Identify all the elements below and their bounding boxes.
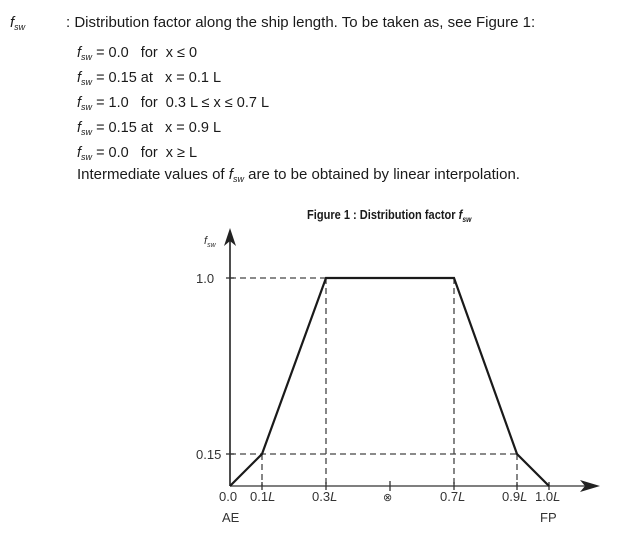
- figure-title-sub: sw: [462, 215, 472, 224]
- eq-f: f: [77, 45, 82, 61]
- interp-after: are to be obtained by linear interpolation.: [243, 166, 520, 183]
- axis-ticks: [226, 278, 549, 491]
- x-tick-0: 0.0: [219, 489, 238, 504]
- interp-f: f: [228, 166, 233, 183]
- eq-sub: sw: [81, 127, 93, 137]
- midship-icon: ⊗: [383, 492, 393, 504]
- eq-f: f: [77, 120, 82, 136]
- guide-lines: [230, 278, 517, 486]
- eq-rest: = 0.15 at x = 0.9 L: [96, 120, 222, 136]
- x-tick-10: 1.0L: [535, 489, 561, 504]
- y-tick-015: 0.15: [196, 447, 222, 462]
- eq-sub: sw: [81, 152, 93, 162]
- eq-rest: = 0.15 at x = 0.1 L: [96, 70, 222, 86]
- x-tick-07: 0.7L: [440, 489, 466, 504]
- ae-label: AE: [222, 510, 240, 525]
- x-tick-09: 0.9L: [502, 489, 528, 504]
- fp-label: FP: [540, 510, 557, 525]
- eq-sub: sw: [81, 102, 93, 112]
- x-tick-01: 0.1L: [250, 489, 276, 504]
- y-tick-1: 1.0: [196, 271, 215, 286]
- eq-f: f: [77, 145, 82, 161]
- figure-title-f: f: [458, 207, 463, 222]
- eq-f: f: [77, 70, 82, 86]
- interp-sub: sw: [232, 174, 244, 184]
- x-tick-03: 0.3L: [312, 489, 338, 504]
- y-axis-label: $f_{sw}$: [204, 235, 216, 249]
- definition-text: : Distribution factor along the ship length. To be taken as, see Figure 1:: [66, 14, 536, 31]
- symbol-base: f: [10, 14, 15, 31]
- eq-rest: = 0.0 for x ≥ L: [96, 145, 198, 161]
- eq-rest: = 1.0 for 0.3 L ≤ x ≤ 0.7 L: [96, 95, 270, 111]
- symbol-sub: sw: [14, 22, 26, 32]
- eq-sub: sw: [81, 77, 93, 87]
- figure-title-text: Figure 1 : Distribution factor: [307, 207, 459, 222]
- eq-f: f: [77, 95, 82, 111]
- interp-before: Intermediate values of: [77, 166, 229, 183]
- eq-rest: = 0.0 for x ≤ 0: [96, 45, 198, 61]
- fsw-curve: [230, 278, 549, 486]
- eq-sub: sw: [81, 52, 93, 62]
